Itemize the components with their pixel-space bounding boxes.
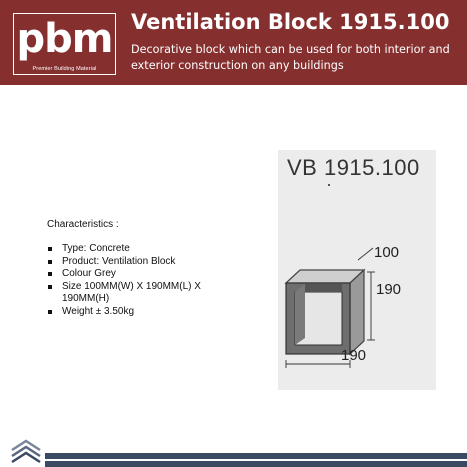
dimension-depth-label: 100 xyxy=(374,244,400,261)
characteristic-type: Type: Concrete xyxy=(47,243,247,256)
product-code: VB 1915.100 xyxy=(287,155,420,180)
footer-band-bottom xyxy=(45,461,467,467)
logo-subtitle: Premier Building Material xyxy=(32,66,97,72)
page-subtitle: Decorative block which can be used for both interior and exterior construction on any buildings xyxy=(131,43,450,72)
characteristic-colour: Colour Grey xyxy=(47,268,247,281)
characteristic-product: Product: Ventilation Block xyxy=(47,256,247,269)
page-title: Ventilation Block 1915.100 xyxy=(131,10,450,34)
characteristics-list xyxy=(47,243,247,318)
pbm-logo xyxy=(13,13,116,75)
footer-band-top xyxy=(45,453,467,459)
characteristic-weight: Weight ± 3.50kg xyxy=(47,306,247,319)
footer-bar xyxy=(0,438,467,467)
speck-mark xyxy=(328,184,330,186)
header-banner xyxy=(0,0,467,85)
ventilation-block-shape xyxy=(286,270,364,354)
chevron-up-icon xyxy=(6,438,46,467)
characteristics-section xyxy=(47,219,247,318)
product-image xyxy=(278,150,436,390)
dimension-width-label: 190 xyxy=(341,347,367,364)
logo-text: pbm xyxy=(16,16,113,62)
characteristic-size: Size 100MM(W) X 190MM(L) X 190MM(H) xyxy=(47,281,247,306)
dimension-height-label: 190 xyxy=(376,281,402,298)
characteristics-heading: Characteristics : xyxy=(47,219,119,230)
